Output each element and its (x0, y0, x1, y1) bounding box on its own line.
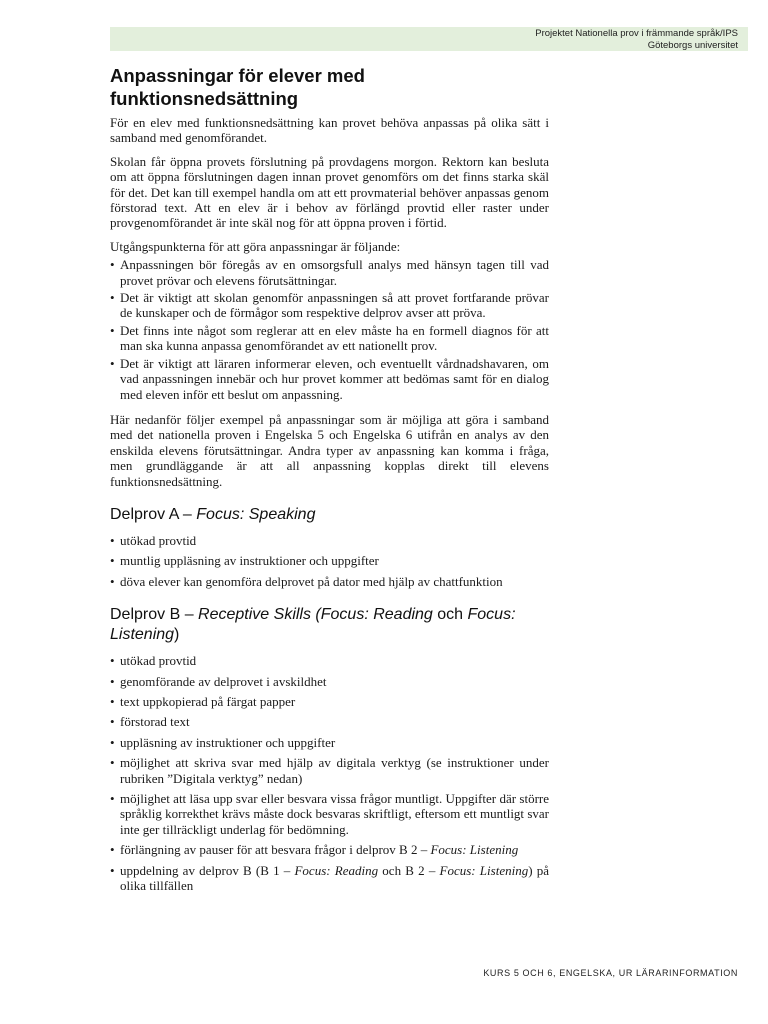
page-header (535, 28, 738, 51)
page-footer: KURS 5 OCH 6, ENGELSKA, UR LÄRARINFORMATION (483, 968, 738, 978)
list-item: • förlängning av pauser för att besvara frågor i delprov B 2 – Focus: Listening (110, 842, 549, 857)
list-item: • muntlig uppläsning av instruktioner och uppgifter (110, 553, 549, 568)
main-content (110, 64, 549, 903)
principles-list (110, 257, 549, 402)
list-item: • utökad provtid (110, 533, 549, 548)
list-item: • uppdelning av delprov B (B 1 – Focus: Reading och B 2 – Focus: Listening) på olika tillfällen (110, 863, 549, 894)
section-b-list (110, 653, 549, 893)
list-item: • möjlighet att skriva svar med hjälp av digitala verktyg (se instruktioner under rubriken ”Digitala verktyg” nedan) (110, 755, 549, 786)
intro-paragraph-3: Utgångspunkterna för att göra anpassningar är följande: (110, 238, 401, 254)
intro-paragraph-2: Skolan får öppna provets förslutning på provdagens morgon. Rektorn kan besluta om att öppna förslutningen dagen innan provet genomförs om det finns starka skäl för det. Det kan till exempel handla om att ett provmaterial behöver anpassas genom förstorad text. Att en elev är i behov av förlängd provtid eller raster under provgenomförandet är inte skäl nog för att öppna proven i förtid. (110, 153, 549, 231)
list-item: • utökad provtid (110, 653, 549, 668)
section-a-list (110, 533, 549, 589)
page-title: Anpassningar för elever med funktionsnedsättning (110, 65, 365, 109)
section-b-heading: Delprov B – Receptive Skills (Focus: Reading och Focus: Listening) (110, 606, 516, 644)
intro-paragraph-1: För en elev med funktionsnedsättning kan provet behöva anpassas på olika sätt i samband med genomförandet. (110, 115, 549, 146)
list-item: • genomförande av delprovet i avskildhet (110, 674, 549, 689)
list-item: • förstorad text (110, 714, 549, 729)
list-item: • Det är viktigt att läraren informerar eleven, och eventuellt vårdnadshavaren, om vad anpassningen innebär och hur provet kommer att bedömas samt för en dialog med eleven inför ett beslut om anpassning. (110, 356, 549, 402)
section-a-heading: Delprov A – Focus: Speaking (110, 505, 316, 523)
list-item: • uppläsning av instruktioner och uppgifter (110, 735, 549, 750)
list-item: • Det finns inte något som reglerar att en elev måste ha en formell diagnos för att man ska kunna anpassa genomförandet av ett nationellt prov. (110, 323, 549, 354)
list-item: • möjlighet att läsa upp svar eller besvara vissa frågor muntligt. Uppgifter där större språklig korrekthet krävs måste dock besvaras skriftligt, eftersom ett muntligt svar inte ger tillräckligt underlag för bedömning. (110, 791, 549, 837)
list-item: • Det är viktigt att skolan genomför anpassningen så att provet fortfarande prövar de kunskaper och de förmågor som respektive delprov avser att pröva. (110, 290, 549, 321)
list-item: • text uppkopierad på färgat papper (110, 694, 549, 709)
header-university: Göteborgs universitet (647, 39, 738, 51)
examples-paragraph: Här nedanför följer exempel på anpassningar som är möjliga att göra i samband med det nationella proven i Engelska 5 och Engelska 6 utifrån en analys av den enskilda elevens förutsättningar. Andra typer av anpassning kan komma i fråga, men grundläggande är att all anpassning kopplas direkt till elevens funktionsnedsättning. (110, 411, 549, 489)
list-item: • döva elever kan genomföra delprovet på dator med hjälp av chattfunktion (110, 574, 549, 589)
list-item: • Anpassningen bör föregås av en omsorgsfull analys med hänsyn tagen till vad provet prövar och elevens förutsättningar. (110, 257, 549, 288)
header-project: Projektet Nationella prov i främmande språk/IPS (535, 28, 738, 39)
